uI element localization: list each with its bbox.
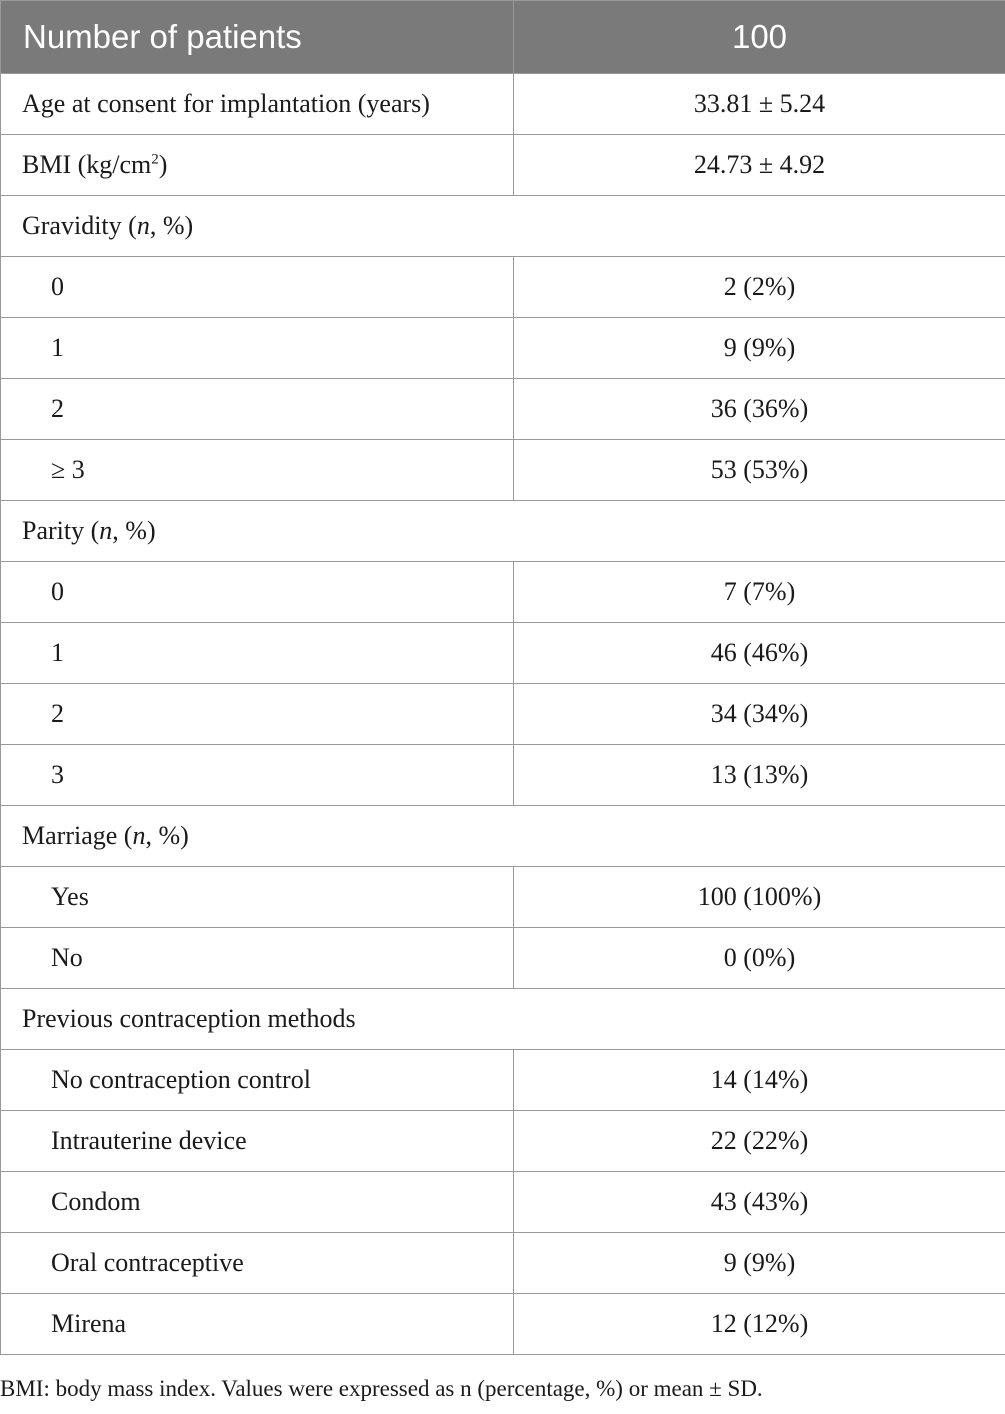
- table-row: [1, 1050, 1005, 1111]
- table-row: [1, 257, 1005, 318]
- row-label: 2: [1, 379, 514, 440]
- section-italic: n: [132, 821, 146, 850]
- section-suffix: , %): [149, 211, 194, 240]
- row-label: Intrauterine device: [1, 1111, 514, 1172]
- row-value: 34 (34%): [514, 684, 1005, 745]
- table-row: [1, 745, 1005, 806]
- row-value: 46 (46%): [514, 623, 1005, 684]
- row-value: 33.81 ± 5.24: [514, 74, 1005, 135]
- section-label: Gravidity (n, %): [1, 196, 1005, 257]
- row-value: 0 (0%): [514, 928, 1005, 989]
- row-value: 100 (100%): [514, 867, 1005, 928]
- row-label: 1: [1, 623, 514, 684]
- row-label: ≥ 3: [1, 440, 514, 501]
- section-title: Parity: [22, 516, 85, 545]
- row-value: 24.73 ± 4.92: [514, 135, 1005, 196]
- row-label: 0: [1, 562, 514, 623]
- section-label: Previous contraception methods: [1, 989, 1005, 1050]
- section-title: Gravidity: [22, 211, 122, 240]
- row-label: Mirena: [1, 1294, 514, 1355]
- row-label: Oral contraceptive: [1, 1233, 514, 1294]
- row-value: 13 (13%): [514, 745, 1005, 806]
- row-value: 2 (2%): [514, 257, 1005, 318]
- section-row-marriage: [1, 806, 1005, 867]
- row-value: 43 (43%): [514, 1172, 1005, 1233]
- table-footnote: BMI: body mass index. Values were expressed as n (percentage, %) or mean ± SD.: [0, 1376, 763, 1401]
- row-label: No: [1, 928, 514, 989]
- row-value: 12 (12%): [514, 1294, 1005, 1355]
- table-row: [1, 867, 1005, 928]
- row-label: 3: [1, 745, 514, 806]
- row-label: No contraception control: [1, 1050, 514, 1111]
- section-row-parity: [1, 501, 1005, 562]
- row-label: 1: [1, 318, 514, 379]
- table-row: [1, 1111, 1005, 1172]
- table-row: [1, 623, 1005, 684]
- section-title: Marriage: [22, 821, 118, 850]
- section-row-gravidity: [1, 196, 1005, 257]
- row-value: 9 (9%): [514, 1233, 1005, 1294]
- section-suffix: , %): [112, 516, 156, 545]
- table-row: [1, 1294, 1005, 1355]
- row-value: 14 (14%): [514, 1050, 1005, 1111]
- row-label: Age at consent for implantation (years): [1, 74, 514, 135]
- header-value: 100: [514, 1, 1005, 74]
- table-row: [1, 135, 1005, 196]
- row-value: 22 (22%): [514, 1111, 1005, 1172]
- table-row: [1, 562, 1005, 623]
- row-label: Condom: [1, 1172, 514, 1233]
- section-italic: n: [99, 516, 113, 545]
- bmi-label-text: BMI (kg/cm: [22, 150, 152, 179]
- table-header-row: [1, 1, 1005, 74]
- table-row: [1, 318, 1005, 379]
- row-label: [1, 135, 514, 196]
- table-row: [1, 1233, 1005, 1294]
- section-row-contraception: [1, 989, 1005, 1050]
- row-label: 2: [1, 684, 514, 745]
- row-value: 53 (53%): [514, 440, 1005, 501]
- section-suffix: , %): [145, 821, 189, 850]
- table-row: [1, 379, 1005, 440]
- row-value: 7 (7%): [514, 562, 1005, 623]
- table-row: [1, 928, 1005, 989]
- table-row: [1, 684, 1005, 745]
- row-value: 36 (36%): [514, 379, 1005, 440]
- bmi-superscript: 2: [151, 151, 159, 168]
- section-label: Parity (n, %): [1, 501, 1005, 562]
- row-label: 0: [1, 257, 514, 318]
- table-row: [1, 74, 1005, 135]
- bmi-label-close: ): [158, 150, 168, 179]
- table-row: [1, 1172, 1005, 1233]
- row-value: 9 (9%): [514, 318, 1005, 379]
- section-italic: n: [136, 211, 150, 240]
- header-label: Number of patients: [1, 1, 514, 74]
- section-label: Marriage (n, %): [1, 806, 1005, 867]
- row-label: Yes: [1, 867, 514, 928]
- table-row: [1, 440, 1005, 501]
